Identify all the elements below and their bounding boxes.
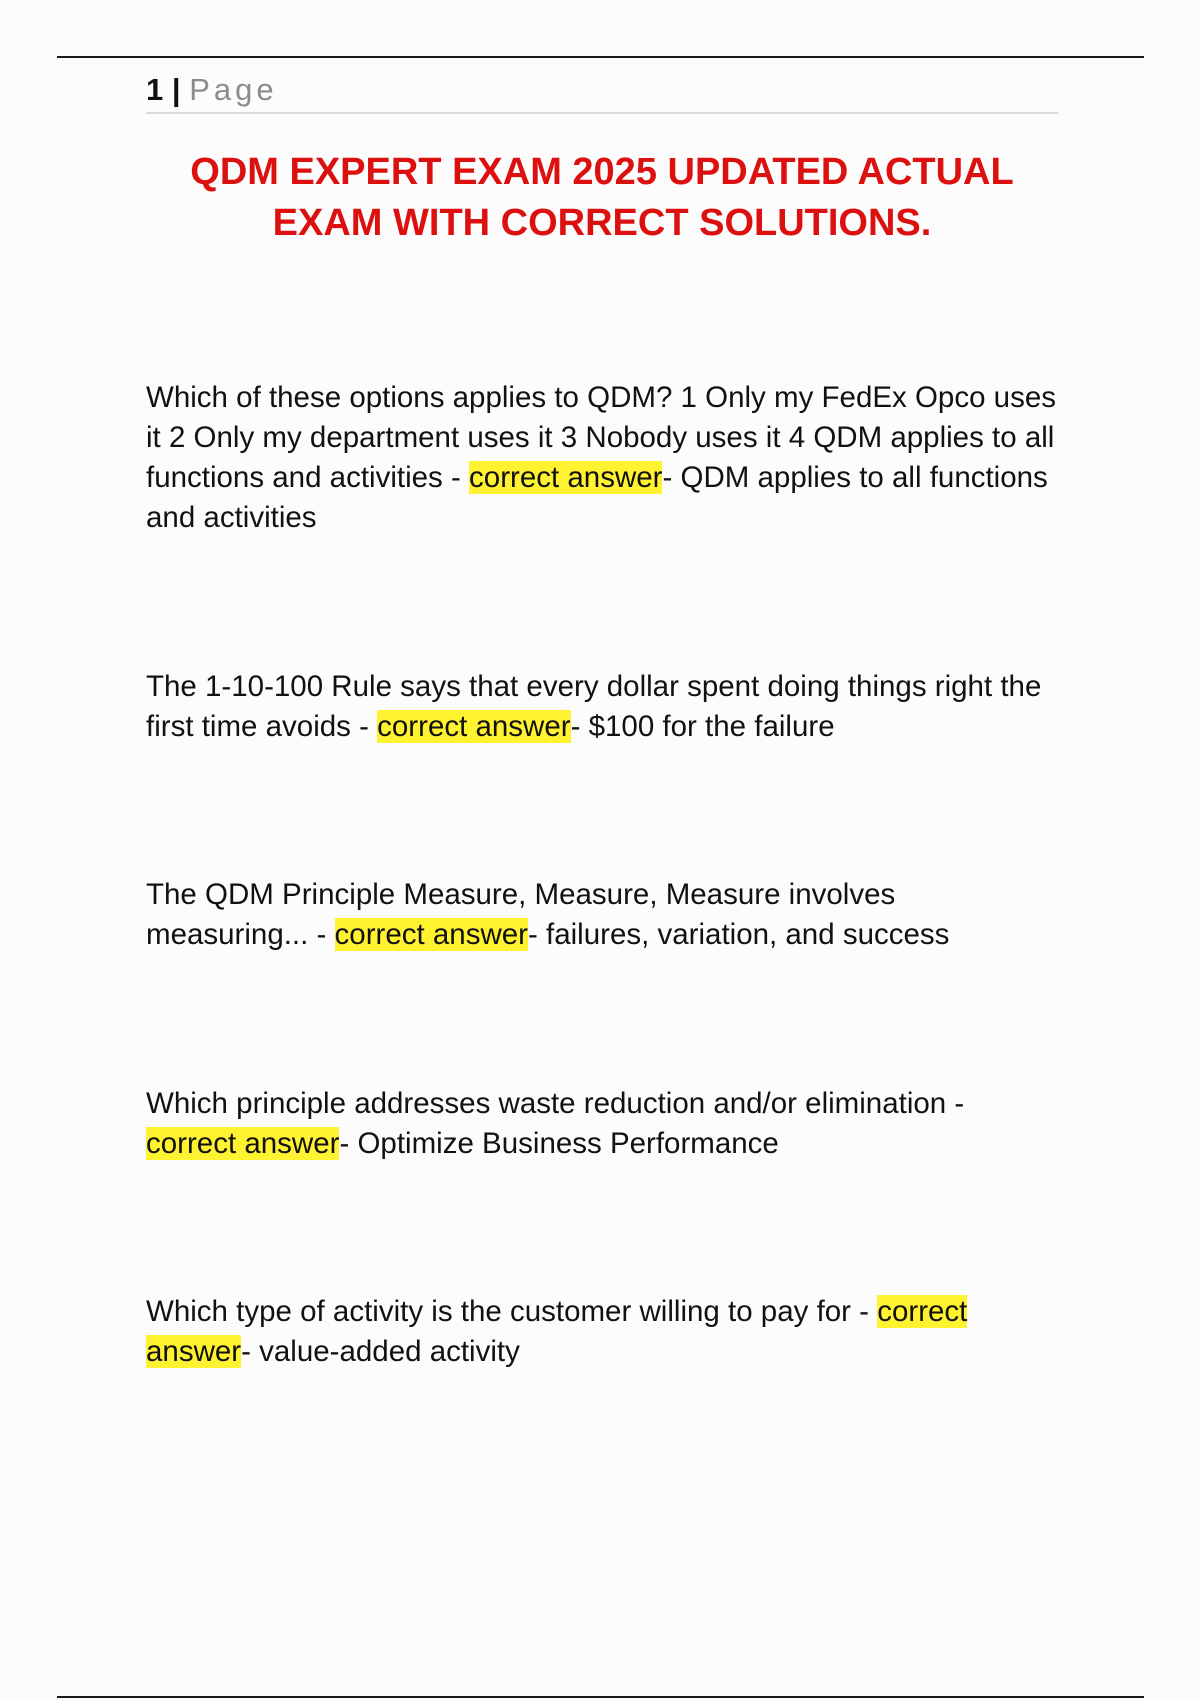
question-text: Which principle addresses waste reduction and/or elimination - [146, 1087, 965, 1120]
answer-text: - QDM applies to all functions and activities [146, 461, 1048, 534]
answer-text: - failures, variation, and success [528, 918, 950, 951]
answer-text: - Optimize Business Performance [339, 1127, 779, 1160]
question-text: The 1-10-100 Rule says that every dollar spent doing things right the first time avoids - [146, 670, 1042, 743]
correct-answer-highlight: correct answer [377, 710, 571, 743]
page-label: Page [189, 72, 278, 107]
qa-item [146, 378, 1058, 538]
answer-text: - value-added activity [241, 1335, 520, 1368]
answer-text: - $100 for the failure [570, 710, 835, 743]
question-text: Which type of activity is the customer willing to pay for - [146, 1295, 878, 1328]
correct-answer-highlight: correct answer [334, 918, 528, 951]
qa-item [146, 1292, 1058, 1372]
document-title: QDM EXPERT EXAM 2025 UPDATED ACTUAL EXAM WITH CORRECT SOLUTIONS. [190, 151, 1014, 244]
page-separator: | [171, 72, 181, 107]
page-number: 1 [146, 72, 164, 107]
correct-answer-highlight: correct answer [146, 1295, 968, 1368]
page-bottom-rule [57, 1696, 1144, 1698]
qa-item [146, 875, 1058, 955]
page-header [146, 70, 1058, 114]
correct-answer-highlight: correct answer [469, 461, 663, 494]
qa-item [146, 667, 1058, 747]
question-text: The QDM Principle Measure, Measure, Measure involves measuring... - [146, 878, 896, 951]
page-top-rule [57, 56, 1144, 58]
question-text: Which of these options applies to QDM? 1 Only my FedEx Opco uses it 2 Only my department uses it 3 Nobody uses it 4 QDM applies to all functions and activities - [146, 381, 1056, 494]
correct-answer-highlight: correct answer [146, 1127, 340, 1160]
qa-item [146, 1084, 1058, 1164]
